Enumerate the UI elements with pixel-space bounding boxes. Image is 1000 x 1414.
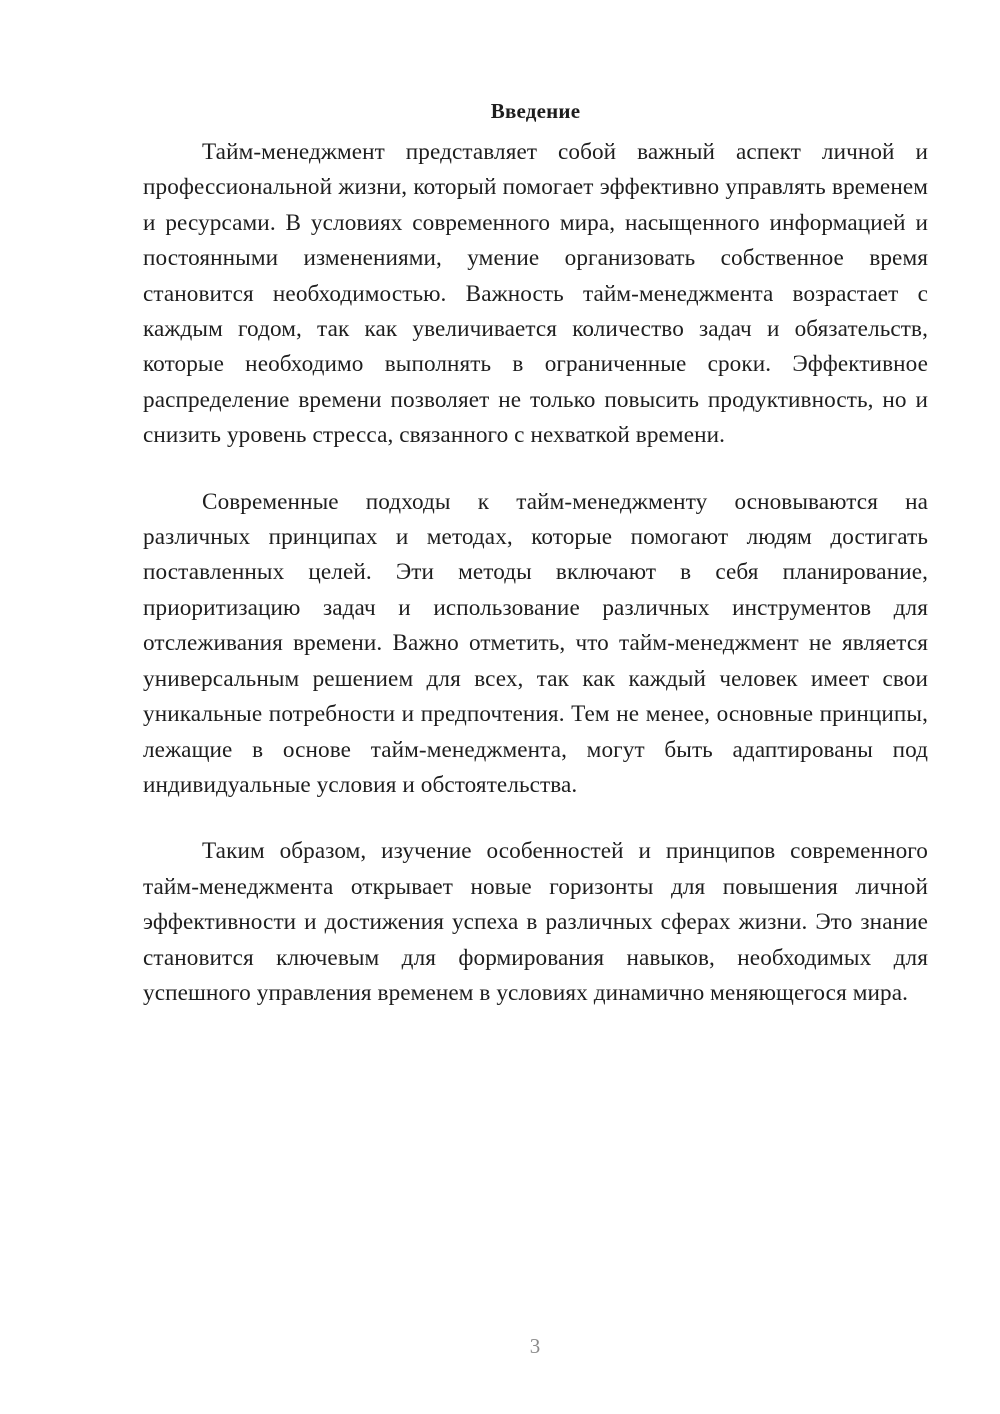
paragraph-2: Современные подходы к тайм-менеджменту основываются на различных принципах и методах, которые помогают людям достигать поставленных целей. Эти методы включают в себя планирование, приоритизацию задач и использование различных инструментов для отслеживания времени. Важно отметить, что тайм-менеджмент не является универсальным решением для всех, так как каждый человек имеет свои уникальные потребности и предпочтения. Тем не менее, основные принципы, лежащие в основе тайм-менеджмента, могут быть адаптированы под индивидуальные условия и обстоятельства. [143,488,928,798]
paragraph-3: Таким образом, изучение особенностей и принципов современного тайм-менеджмента открывает новые горизонты для повышения личной эффективности и достижения успеха в различных сферах жизни. Это знание становится ключевым для формирования навыков, необходимых для успешного управления временем в условиях динамично меняющегося мира. [143,838,928,1006]
paragraph-1: Тайм-менеджмент представляет собой важный аспект личной и профессиональной жизни, который помогает эффективно управлять временем и ресурсами. В условиях современного мира, насыщенного информацией и постоянными изменениями, умение организовать собственное время становится необходимостью. Важность тайм-менеджмента возрастает с каждым годом, так как увеличивается количество задач и обязательств, которые необходимо выполнять в ограниченные сроки. Эффективное распределение времени позволяет не только повысить продуктивность, но и снизить уровень стресса, связанного с нехваткой времени. [143,139,928,449]
page-content [143,96,928,1042]
section-title: Введение [490,99,581,123]
page-number: 3 [529,1334,541,1358]
